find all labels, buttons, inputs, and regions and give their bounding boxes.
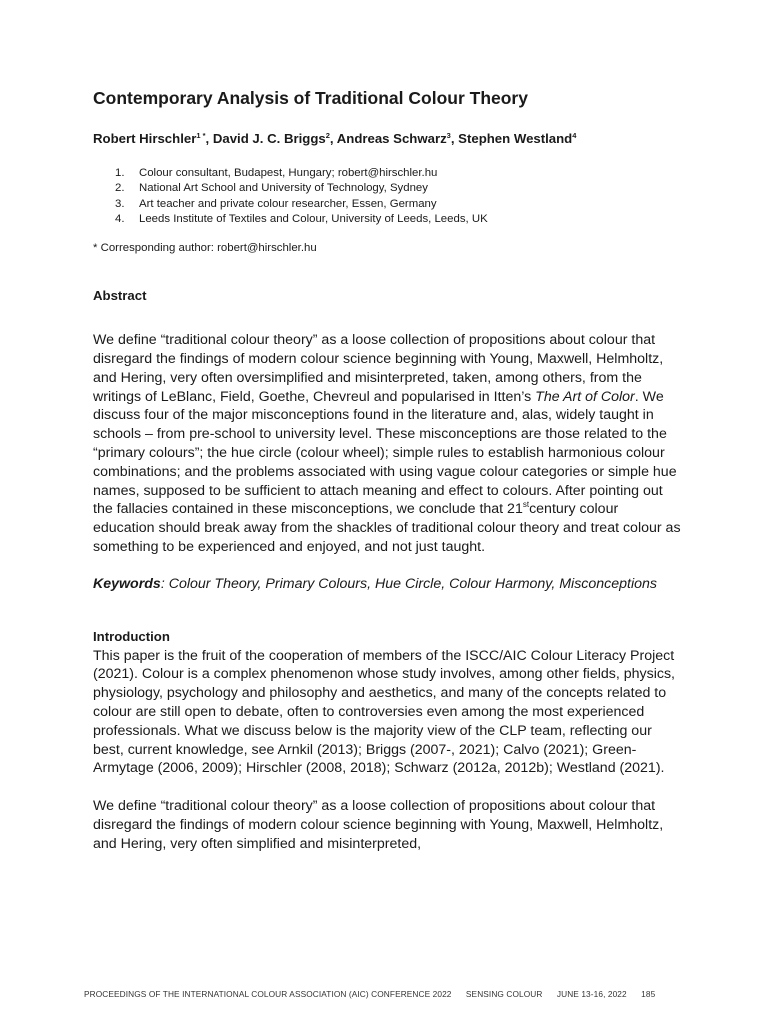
affiliation-number: 1. bbox=[115, 167, 125, 179]
affiliation-item bbox=[115, 197, 683, 212]
introduction-paragraph-1: This paper is the fruit of the cooperation of members of the ISCC/AIC Colour Literacy Project (2021). Colour is a complex phenomenon whose study involves, among other fields, physics, physiology, psychology and philosophy and aesthetics, and many of the concepts related to colour are still open to debate, often to controversies even among the most experienced professionals. What we discuss below is the majority view of the CLP team, reflecting our best, current knowledge, see Arnkil (2013); Briggs (2007-, 2021); Calvo (2021); Green-Armytage (2006, 2009); Hirschler (2008, 2018); Schwarz (2012a, 2012b); Westland (2021). bbox=[93, 647, 675, 777]
abstract-part-1: We define “traditional colour theory” as a loose collection of propositions about colour that disregard the findings of modern colour science beginning with Young, Maxwell, Helmholtz, and Hering, very often oversimplified and misinterpreted, taken, among others, from the writings of LeBlanc, Field, Goethe, Chevreul and popularised in Itten’s bbox=[93, 332, 664, 405]
page-number: 185 bbox=[641, 989, 656, 999]
affiliation-text: Leeds Institute of Textiles and Colour, University of Leeds, Leeds, UK bbox=[139, 212, 488, 225]
author-name: David J. C. Briggs bbox=[212, 131, 326, 146]
paper-title: Contemporary Analysis of Traditional Colour Theory bbox=[93, 88, 528, 108]
footer-date: JUNE 13-16, 2022 bbox=[556, 989, 627, 999]
author-affiliation-mark: 3 bbox=[446, 131, 451, 140]
author-name: Stephen Westland bbox=[458, 131, 573, 146]
affiliation-text: National Art School and University of Technology, Sydney bbox=[139, 182, 428, 195]
keywords-text: : Colour Theory, Primary Colours, Hue Circle, Colour Harmony, Misconceptions bbox=[160, 575, 658, 592]
author-name: Robert Hirschler bbox=[93, 131, 197, 146]
author-list: Robert Hirschler$^{1 *}$, David J. C. Briggs$^2$, Andreas Schwarz$^3$, Stephen Westland$^4$ bbox=[93, 131, 577, 146]
author-affiliation-mark: 4 bbox=[572, 131, 577, 140]
page-footer bbox=[84, 989, 684, 999]
footer-proceedings: PROCEEDINGS OF THE INTERNATIONAL COLOUR ASSOCIATION (AIC) CONFERENCE 2022 bbox=[84, 989, 452, 999]
affiliation-item bbox=[115, 212, 683, 227]
book-title: The Art of Color bbox=[535, 388, 635, 405]
affiliation-number: 2. bbox=[115, 182, 125, 195]
abstract-part-3: century colour education should break away from the shackles of traditional colour theory and treat colour as something to be experienced and enjoyed, and not just taught. bbox=[93, 501, 681, 555]
author-name: Andreas Schwarz bbox=[336, 131, 447, 146]
affiliation-list bbox=[93, 166, 683, 227]
author-affiliation-mark: 1 * bbox=[196, 131, 206, 140]
introduction-heading: Introduction bbox=[93, 628, 170, 644]
abstract-text bbox=[93, 331, 683, 557]
keywords bbox=[93, 575, 683, 594]
affiliation-item bbox=[115, 166, 683, 181]
abstract-part-2: . We discuss four of the major misconceptions found in the literature and, alas, widely taught in schools – from pre-school to university level. These misconceptions are those related to the “primary colours”; the hue circle (colour wheel); simple rules to establish harmonious colour combinations; and the problems associated with using vague colour categories or simple hue names, supposed to be sufficient to attach meaning and effect to colours. After pointing out the fallacies contained in these misconceptions, we conclude that 21 bbox=[93, 388, 677, 518]
corresponding-author: * Corresponding author: robert@hirschler.hu bbox=[93, 242, 317, 255]
affiliation-number: 3. bbox=[115, 197, 125, 210]
abstract-heading: Abstract bbox=[93, 288, 147, 304]
keywords-label: Keywords bbox=[93, 575, 161, 592]
affiliation-number: 4. bbox=[115, 212, 125, 225]
affiliation-text: Art teacher and private colour researcher, Essen, Germany bbox=[139, 197, 437, 210]
affiliation-text: Colour consultant, Budapest, Hungary; robert@hirschler.hu bbox=[139, 167, 438, 179]
paper-page bbox=[93, 86, 683, 854]
footer-theme: SENSING COLOUR bbox=[465, 989, 543, 999]
ordinal-suffix: st bbox=[522, 500, 530, 510]
affiliation-item bbox=[115, 181, 683, 196]
introduction-paragraph-2: We define “traditional colour theory” as a loose collection of propositions about colour that disregard the findings of modern colour science beginning with Young, Maxwell, Helmholtz, and Hering, very often simplified and misinterpreted, bbox=[93, 798, 664, 852]
author-affiliation-mark: 2 bbox=[325, 131, 330, 140]
